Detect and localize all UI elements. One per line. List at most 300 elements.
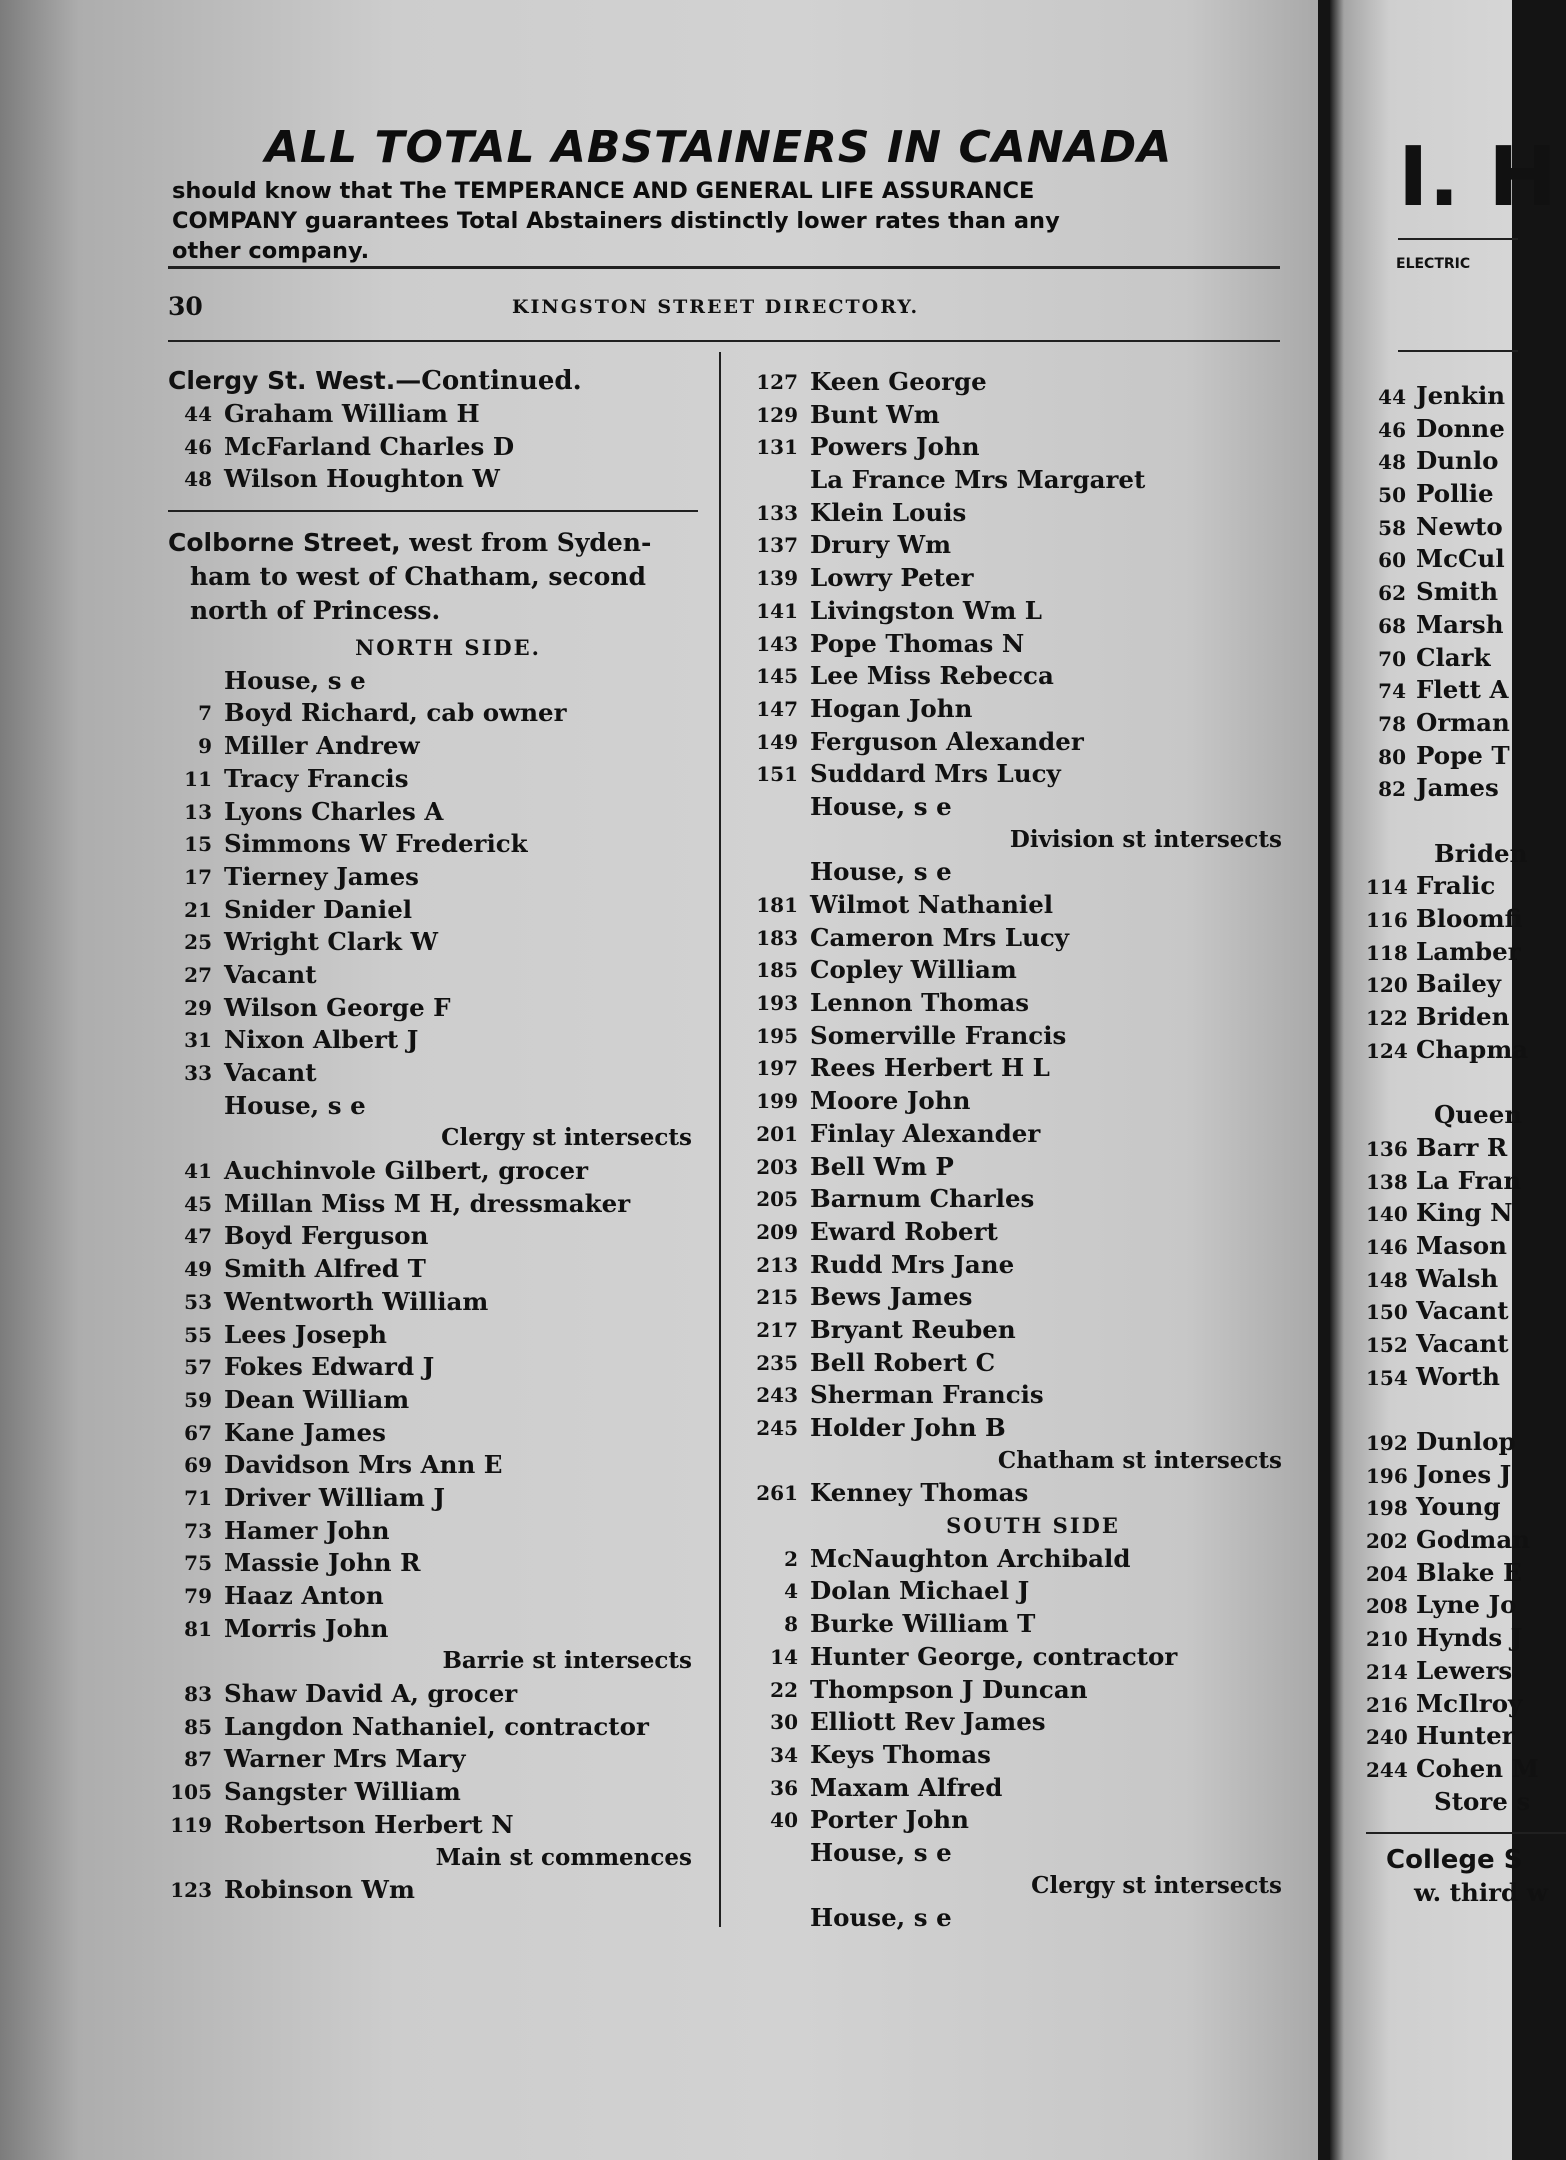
resident-name: Donne [1416, 413, 1505, 443]
directory-entry [168, 959, 698, 992]
resident-name: Smith [1416, 577, 1499, 607]
directory-entry [748, 1608, 1288, 1641]
house-number: 13 [184, 799, 212, 824]
header-rule [168, 340, 1280, 342]
directory-entry [748, 1118, 1288, 1151]
house-number: 40 [770, 1808, 798, 1833]
facing-page-rule [1398, 238, 1518, 240]
house-number: 240 [1366, 1725, 1408, 1750]
resident-name: Klein Louis [810, 497, 967, 527]
house-number: 192 [1366, 1431, 1408, 1455]
house-number: 73 [184, 1518, 212, 1543]
resident-name: Dunlop [1416, 1427, 1516, 1456]
house-number: 60 [1378, 548, 1406, 573]
directory-entry [1366, 413, 1566, 446]
advert-rule [168, 266, 1280, 269]
resident-name: Graham William H [224, 399, 480, 428]
directory-entry [748, 562, 1288, 595]
directory-entry [1366, 1034, 1566, 1067]
street-description: west from Syden- [400, 528, 652, 558]
directory-entry [168, 1515, 698, 1548]
house-number: 27 [184, 962, 212, 987]
house-number: 57 [184, 1355, 212, 1380]
directory-entry [168, 1482, 698, 1515]
resident-name: Lees Joseph [224, 1319, 387, 1349]
directory-entry [748, 726, 1288, 759]
resident-name: Bloomfi [1416, 904, 1523, 933]
resident-name: Dean William [224, 1384, 410, 1414]
house-number: 122 [1366, 1006, 1408, 1031]
resident-name: Kenney Thomas [810, 1478, 1029, 1508]
house-number: 2 [784, 1546, 798, 1571]
resident-name: King N [1416, 1198, 1513, 1228]
directory-entry [748, 1706, 1288, 1739]
directory-entry [1366, 1459, 1566, 1492]
street-description: ham to west of Chatham, second [190, 562, 646, 592]
cross-street-note: Chatham st intersects [997, 1446, 1282, 1474]
directory-entry [748, 1249, 1288, 1282]
house-number: 203 [756, 1154, 798, 1179]
house-number: 7 [198, 701, 212, 726]
directory-entry [168, 1449, 698, 1482]
page-number: 30 [168, 292, 203, 321]
directory-entry [1366, 1557, 1566, 1590]
street-heading-continued [168, 364, 698, 398]
house-number: 261 [756, 1481, 798, 1506]
directory-entry [1366, 511, 1566, 544]
sub-entry: Queen [1434, 1100, 1523, 1130]
directory-entry [1366, 642, 1566, 675]
resident-name: Maxam Alfred [810, 1772, 1003, 1802]
directory-entry [748, 529, 1288, 562]
house-number: 22 [770, 1677, 798, 1702]
advert-text [172, 176, 1282, 266]
resident-name: Somerville Francis [810, 1020, 1067, 1050]
directory-entry [1366, 1524, 1566, 1557]
directory-entry [168, 1351, 698, 1384]
directory-entry [748, 497, 1288, 530]
cross-street-note: Division st intersects [1009, 825, 1282, 853]
house-number: 50 [1378, 483, 1406, 508]
directory-entry [1366, 903, 1566, 936]
house-number: 243 [756, 1383, 798, 1408]
house-number: 49 [184, 1257, 212, 1282]
directory-entries [748, 366, 1288, 1935]
directory-entry [1366, 1165, 1566, 1198]
house-number: 48 [184, 467, 212, 492]
sub-entry: House, s e [810, 1903, 952, 1933]
column-left [168, 364, 698, 1907]
directory-entry [1366, 1655, 1566, 1688]
house-number: 131 [756, 435, 798, 460]
house-number: 44 [1378, 385, 1406, 409]
resident-name: Haaz Anton [224, 1581, 384, 1610]
directory-entry [168, 1155, 698, 1188]
directory-entry [1366, 1001, 1566, 1034]
directory-entry [168, 1547, 698, 1580]
resident-name: Bews James [810, 1282, 973, 1312]
house-number: 59 [184, 1387, 212, 1412]
resident-name: Vacant [224, 959, 317, 989]
house-number: 118 [1366, 940, 1408, 965]
resident-name: Holder John B [810, 1413, 1006, 1442]
house-number: 34 [770, 1742, 798, 1767]
directory-entry [748, 399, 1288, 432]
resident-name: Boyd Ferguson [224, 1221, 429, 1251]
house-number: 197 [756, 1056, 798, 1081]
resident-name: Godman [1416, 1525, 1531, 1555]
directory-entry [1366, 380, 1566, 413]
resident-name: Sangster William [224, 1777, 461, 1807]
house-number: 129 [756, 402, 798, 427]
house-number: 82 [1378, 777, 1406, 802]
resident-name: Auchinvole Gilbert, grocer [224, 1156, 589, 1186]
facing-street-description: w. third w [1414, 1877, 1548, 1907]
resident-name: Mason [1416, 1230, 1507, 1260]
house-number: 141 [756, 598, 798, 623]
side-heading: SOUTH SIDE [946, 1513, 1120, 1539]
resident-name: Young [1416, 1492, 1501, 1522]
directory-entry [1366, 740, 1566, 773]
house-number: 245 [756, 1416, 798, 1440]
resident-name: Keen George [810, 367, 987, 396]
directory-entry [748, 1151, 1288, 1184]
directory-entry [1366, 1328, 1566, 1361]
house-number: 140 [1366, 1202, 1408, 1227]
house-number: 21 [184, 897, 212, 922]
directory-entry [168, 861, 698, 894]
directory-entry [1366, 1720, 1566, 1753]
directory-entry [748, 758, 1288, 791]
resident-name: Fokes Edward J [224, 1352, 435, 1382]
sub-entry: House, s e [224, 1090, 366, 1120]
house-number: 205 [756, 1187, 798, 1212]
resident-name: Wilson Houghton W [224, 464, 500, 494]
resident-name: Livingston Wm L [810, 595, 1043, 625]
house-number: 69 [184, 1453, 212, 1478]
directory-entry [1366, 609, 1566, 642]
facing-page-section-rule [1366, 1832, 1566, 1834]
house-number: 244 [1366, 1757, 1408, 1782]
house-number: 47 [184, 1224, 212, 1249]
house-number: 14 [770, 1644, 798, 1669]
house-number: 215 [756, 1285, 798, 1310]
house-number: 146 [1366, 1234, 1408, 1259]
facing-page-entries [1366, 380, 1566, 1910]
directory-entry [748, 987, 1288, 1020]
directory-entry [168, 1743, 698, 1776]
resident-name: Copley William [810, 955, 1017, 985]
directory-entry [1366, 674, 1566, 707]
house-number: 45 [184, 1191, 212, 1216]
directory-entry [168, 796, 698, 829]
resident-name: Robertson Herbert N [224, 1809, 514, 1839]
resident-name: Clark [1416, 642, 1491, 672]
house-number: 11 [184, 766, 212, 791]
directory-entry [748, 954, 1288, 987]
resident-name: Flett A [1416, 675, 1509, 705]
directory-entry [168, 1417, 698, 1450]
directory-entry [168, 926, 698, 959]
directory-entry [1366, 968, 1566, 1001]
directory-entry [168, 1809, 698, 1842]
resident-name: Bailey [1416, 969, 1502, 999]
directory-entry [1366, 1197, 1566, 1230]
sub-entry: House, s e [810, 1837, 952, 1867]
house-number: 235 [756, 1350, 798, 1375]
resident-name: Pope Thomas N [810, 628, 1025, 658]
resident-name: Eward Robert [810, 1216, 998, 1246]
resident-name: Worth [1416, 1361, 1500, 1391]
column-divider [719, 352, 721, 1927]
resident-name: Robinson Wm [224, 1875, 415, 1905]
house-number: 29 [184, 995, 212, 1020]
resident-name: Warner Mrs Mary [224, 1744, 466, 1774]
house-number: 137 [756, 533, 798, 558]
house-number: 8 [784, 1612, 798, 1637]
house-number: 31 [184, 1028, 212, 1053]
street-name: Clergy St. West. [168, 366, 396, 395]
sub-entry: House, s e [224, 665, 366, 695]
house-number: 9 [198, 734, 212, 759]
resident-name: Kane James [224, 1417, 386, 1447]
house-number: 87 [184, 1747, 212, 1772]
directory-entry [748, 1477, 1288, 1510]
house-number: 58 [1378, 515, 1406, 540]
directory-entry [1366, 936, 1566, 969]
blank-line [1366, 1066, 1566, 1099]
house-number: 114 [1366, 875, 1408, 900]
resident-name: Nixon Albert J [224, 1025, 419, 1055]
resident-name: Ferguson Alexander [810, 726, 1084, 756]
resident-name: Vacant [224, 1058, 317, 1087]
resident-name: Burke William T [810, 1609, 1036, 1639]
house-number: 217 [756, 1317, 798, 1342]
advert-line: COMPANY guarantees Total Abstainers distinctly lower rates than any [172, 208, 1060, 234]
house-number: 150 [1366, 1300, 1408, 1325]
resident-name: Briden [1416, 1002, 1510, 1032]
resident-name: Tierney James [224, 861, 419, 891]
running-head: KINGSTON STREET DIRECTORY. [512, 296, 920, 318]
resident-name: Walsh [1416, 1263, 1499, 1293]
house-number: 193 [756, 991, 798, 1016]
resident-name: Drury Wm [810, 530, 952, 560]
sub-entry: La France Mrs Margaret [810, 465, 1146, 495]
directory-entry [1366, 870, 1566, 903]
resident-name: Wilmot Nathaniel [810, 890, 1054, 919]
directory-entry [168, 1776, 698, 1809]
house-number: 214 [1366, 1659, 1408, 1684]
resident-name: Sherman Francis [810, 1380, 1044, 1410]
directory-entry [748, 1674, 1288, 1707]
resident-name: Lyons Charles A [224, 796, 444, 826]
resident-name: Wilson George F [224, 992, 451, 1022]
section-rule [168, 510, 698, 512]
directory-entry [1366, 1132, 1566, 1165]
directory-entry [748, 1020, 1288, 1053]
resident-name: Lowry Peter [810, 563, 974, 593]
directory-entry [748, 1543, 1288, 1576]
house-number: 149 [756, 729, 798, 754]
resident-name: Hunter George, contractor [810, 1641, 1178, 1671]
directory-entry [1366, 1361, 1566, 1394]
directory-entry [748, 1085, 1288, 1118]
house-number: 143 [756, 631, 798, 656]
resident-name: Lewers [1416, 1655, 1513, 1685]
house-number: 198 [1366, 1496, 1408, 1521]
house-number: 71 [184, 1485, 212, 1510]
directory-entry [1366, 1622, 1566, 1655]
house-number: 33 [184, 1061, 212, 1085]
resident-name: Wentworth William [224, 1286, 489, 1316]
directory-entry [748, 1739, 1288, 1772]
resident-name: Porter John [810, 1805, 969, 1835]
directory-entry [168, 398, 698, 431]
resident-name: Orman [1416, 707, 1510, 737]
resident-name: Rudd Mrs Jane [810, 1249, 1015, 1279]
house-number: 79 [184, 1584, 212, 1608]
directory-entry [168, 1678, 698, 1711]
directory-entry [168, 1253, 698, 1286]
resident-name: Hamer John [224, 1515, 390, 1545]
house-number: 62 [1378, 581, 1406, 606]
advert-title: ALL TOTAL ABSTAINERS IN CANADA [265, 122, 1173, 173]
directory-entry [748, 1314, 1288, 1347]
house-number: 119 [170, 1812, 212, 1837]
resident-name: Pollie [1416, 479, 1494, 509]
street-description: north of Princess. [190, 596, 441, 626]
house-number: 15 [184, 832, 212, 857]
house-number: 55 [184, 1322, 212, 1347]
directory-entry [168, 1188, 698, 1221]
house-number: 133 [756, 500, 798, 525]
house-number: 148 [1366, 1267, 1408, 1292]
house-number: 75 [184, 1551, 212, 1576]
resident-name: Boyd Richard, cab owner [224, 698, 567, 728]
house-number: 210 [1366, 1627, 1408, 1652]
resident-name: Lyne Jo [1416, 1590, 1517, 1620]
resident-name: Cohen M [1416, 1753, 1539, 1783]
resident-name: Simmons W Frederick [224, 829, 528, 859]
house-number: 195 [756, 1023, 798, 1048]
house-number: 138 [1366, 1169, 1408, 1194]
resident-name: Finlay Alexander [810, 1118, 1041, 1148]
directory-entry [168, 697, 698, 730]
house-number: 53 [184, 1289, 212, 1314]
cross-street-note: Clergy st intersects [441, 1124, 692, 1152]
house-number: 78 [1378, 711, 1406, 736]
resident-name: Jenkin [1416, 381, 1506, 410]
house-number: 145 [756, 664, 798, 689]
blank-line [1366, 1393, 1566, 1426]
house-number: 151 [756, 762, 798, 787]
side-heading: NORTH SIDE. [355, 635, 541, 661]
directory-entry [168, 431, 698, 464]
advert-line: should know that The TEMPERANCE AND GENERAL LIFE ASSURANCE [172, 178, 1035, 204]
house-number: 46 [1378, 417, 1406, 442]
house-number: 116 [1366, 908, 1408, 932]
resident-name: Vacant [1416, 1328, 1509, 1358]
resident-name: Wright Clark W [224, 927, 439, 957]
resident-name: Miller Andrew [224, 731, 420, 761]
resident-name: Moore John [810, 1086, 971, 1116]
advert-line: other company. [172, 238, 370, 264]
resident-name: Millan Miss M H, dressmaker [224, 1188, 631, 1218]
facing-page-title: I. H [1398, 130, 1557, 225]
resident-name: Bryant Reuben [810, 1314, 1016, 1344]
resident-name: McNaughton Archibald [810, 1543, 1131, 1573]
directory-entry [748, 1216, 1288, 1249]
house-number: 70 [1378, 646, 1406, 671]
continued-entries [168, 398, 698, 496]
resident-name: Bell Robert C [810, 1347, 996, 1377]
resident-name: Newto [1416, 511, 1503, 541]
sub-entry: Store s [1434, 1786, 1531, 1816]
directory-entry [748, 1641, 1288, 1674]
house-number: 154 [1366, 1365, 1408, 1390]
house-number: 136 [1366, 1136, 1408, 1161]
resident-name: Vacant [1416, 1296, 1509, 1326]
house-number: 67 [184, 1420, 212, 1445]
directory-entry [748, 1772, 1288, 1805]
directory-entry [748, 366, 1288, 399]
house-number: 36 [770, 1775, 798, 1800]
sub-entry: House, s e [810, 857, 952, 887]
directory-entry [168, 1613, 698, 1646]
sub-entry: Briden [1434, 838, 1528, 868]
directory-entry [1366, 1230, 1566, 1263]
house-number: 68 [1378, 613, 1406, 638]
house-number: 147 [756, 696, 798, 721]
house-number: 139 [756, 566, 798, 591]
house-number: 46 [184, 434, 212, 459]
resident-name: Lee Miss Rebecca [810, 661, 1054, 691]
resident-name: Snider Daniel [224, 894, 413, 924]
resident-name: Barr R [1416, 1132, 1508, 1162]
directory-entry [1366, 707, 1566, 740]
resident-name: Bunt Wm [810, 399, 940, 429]
directory-entry [748, 431, 1288, 464]
directory-entry [748, 922, 1288, 955]
house-number: 41 [184, 1159, 212, 1184]
resident-name: Rees Herbert H L [810, 1053, 1050, 1083]
house-number: 196 [1366, 1463, 1408, 1488]
directory-entry [748, 595, 1288, 628]
house-number: 183 [756, 925, 798, 950]
street-name: Colborne Street, [168, 528, 401, 558]
resident-name: Morris John [224, 1613, 389, 1643]
directory-entry [168, 1286, 698, 1319]
resident-name: Fralic [1416, 871, 1496, 901]
resident-name: McCul [1416, 544, 1505, 574]
resident-name: Blake E [1416, 1557, 1522, 1587]
resident-name: Dunlo [1416, 446, 1499, 476]
directory-entry [168, 1319, 698, 1352]
sub-entry: House, s e [810, 791, 952, 821]
directory-entry [168, 1711, 698, 1744]
directory-entry [1366, 1426, 1566, 1459]
resident-name: Hynds J [1416, 1623, 1523, 1653]
house-number: 25 [184, 930, 212, 955]
house-number: 201 [756, 1121, 798, 1146]
house-number: 30 [770, 1710, 798, 1735]
directory-entry [168, 1580, 698, 1613]
resident-name: Dolan Michael J [810, 1576, 1030, 1606]
cross-street-note: Barrie st intersects [442, 1647, 692, 1675]
directory-entry [748, 660, 1288, 693]
house-number: 83 [184, 1682, 212, 1707]
cross-street-note: Clergy st intersects [1031, 1871, 1282, 1899]
